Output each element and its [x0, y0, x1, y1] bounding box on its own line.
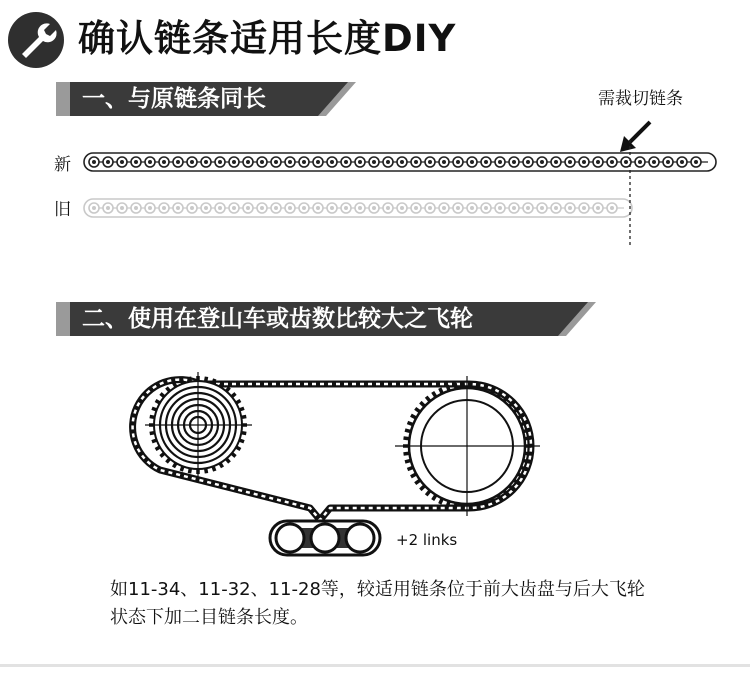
rear-cassette [145, 372, 252, 478]
front-chainring [395, 376, 540, 516]
description [110, 576, 645, 632]
row-label-new: 新 [54, 155, 71, 175]
bottom-divider [0, 664, 750, 667]
section2-heading: 二、使用在登山车或齿数比较大之飞轮 [82, 306, 473, 332]
cut-label: 需裁切链条 [598, 89, 683, 109]
extra-links-label: +2 links [396, 531, 458, 549]
description-line-2: 状态下加二目链条长度。 [110, 607, 308, 628]
extra-links-icon [270, 521, 380, 555]
section1-heading: 一、与原链条同长 [82, 86, 266, 112]
row-label-old: 旧 [54, 200, 71, 220]
page-title: 确认链条适用长度DIY [78, 17, 457, 60]
description-line-1: 如11-34、11-32、11-28等，较适用链条位于前大齿盘与后大飞轮 [110, 579, 645, 600]
